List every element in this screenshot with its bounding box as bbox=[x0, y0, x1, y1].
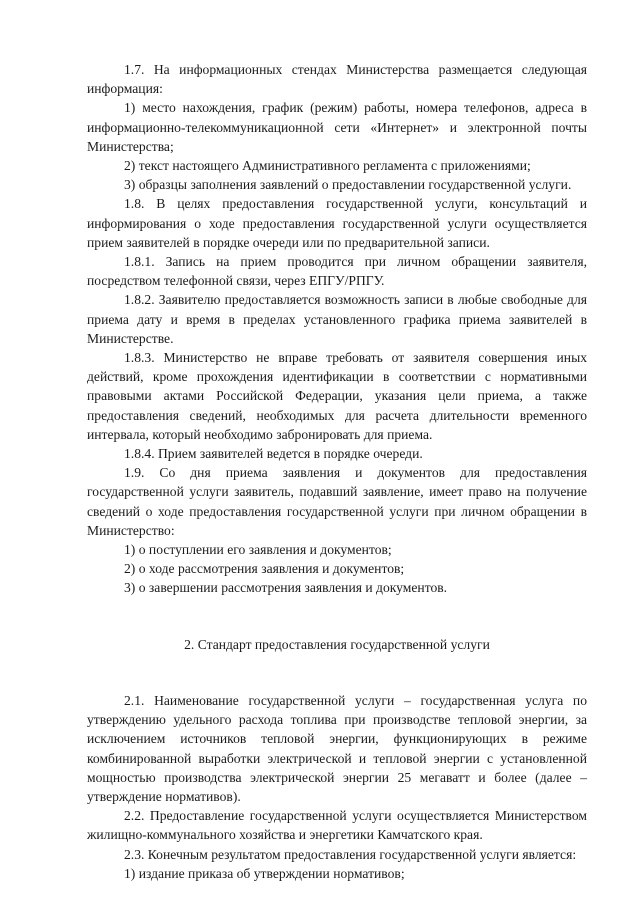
paragraph-1-8-4: 1.8.4. Прием заявителей ведется в порядке очереди. bbox=[124, 446, 423, 462]
paragraph-1-9-item-1: 1) о поступлении его заявления и документов; bbox=[124, 542, 392, 558]
paragraph-1-7: 1.7. На информационных стендах Министерства размещается следующая информация: bbox=[87, 62, 587, 97]
paragraph-1-8: 1.8. В целях предоставления государственной услуги, консультаций и информирования о ходе предоставления государственной услуги осуществляется прием заявителей в порядке очереди или по предварительной записи. bbox=[87, 196, 587, 250]
paragraph-1-7-item-3: 3) образцы заполнения заявлений о предоставлении государственной услуги. bbox=[124, 177, 572, 193]
paragraph-2-3-item-1: 1) издание приказа об утверждении нормативов; bbox=[124, 865, 405, 881]
paragraph-1-9: 1.9. Со дня приема заявления и документов для предоставления государственной услуги заявитель, подавший заявление, имеет право на получение сведений о ходе предоставления государственной услуги при личном обращении в Министерство: bbox=[87, 465, 587, 538]
paragraph-2-1: 2.1. Наименование государственной услуги – государственная услуга по утверждению удельного расхода топлива при производстве тепловой энергии, за исключением источников тепловой энергии, функционирующих в режиме комбинированной выработки электрической и тепловой энергии с установленной мощностью производства электрической энергии 25 мегаватт и более (далее – утверждение нормативов). bbox=[87, 692, 587, 804]
paragraph-2-2: 2.2. Предоставление государственной услуги осуществляется Министерством жилищно-коммунального хозяйства и энергетики Камчатского края. bbox=[87, 808, 587, 843]
paragraph-1-8-2: 1.8.2. Заявителю предоставляется возможность записи в любые свободные для приема дату и время в пределах установленного графика приема заявителей в Министерстве. bbox=[87, 292, 587, 346]
paragraph-1-8-3: 1.8.3. Министерство не вправе требовать от заявителя совершения иных действий, кроме прохождения идентификации в соответствии с нормативными правовыми актами Российской Федерации, указания цели приема, а также предоставления сведений, необходимых для расчета длительности временного интервала, который необходимо забронировать для приема. bbox=[87, 350, 587, 442]
paragraph-1-8-1: 1.8.1. Запись на прием проводится при личном обращении заявителя, посредством телефонной связи, через ЕПГУ/РПГУ. bbox=[87, 254, 587, 289]
paragraph-1-7-item-1: 1) место нахождения, график (режим) работы, номера телефонов, адреса в информационно-телекоммуникационной сети «Интернет» и электронной почты Министерства; bbox=[87, 100, 587, 154]
document-body bbox=[87, 60, 587, 883]
paragraph-1-9-item-2: 2) о ходе рассмотрения заявления и документов; bbox=[124, 561, 405, 577]
paragraph-1-7-item-2: 2) текст настоящего Административного регламента с приложениями; bbox=[124, 158, 531, 174]
paragraph-1-9-item-3: 3) о завершении рассмотрения заявления и документов. bbox=[124, 580, 448, 596]
paragraph-2-3: 2.3. Конечным результатом предоставления государственной услуги является: bbox=[124, 846, 577, 862]
section-heading: 2. Стандарт предоставления государственной услуги bbox=[184, 636, 490, 652]
